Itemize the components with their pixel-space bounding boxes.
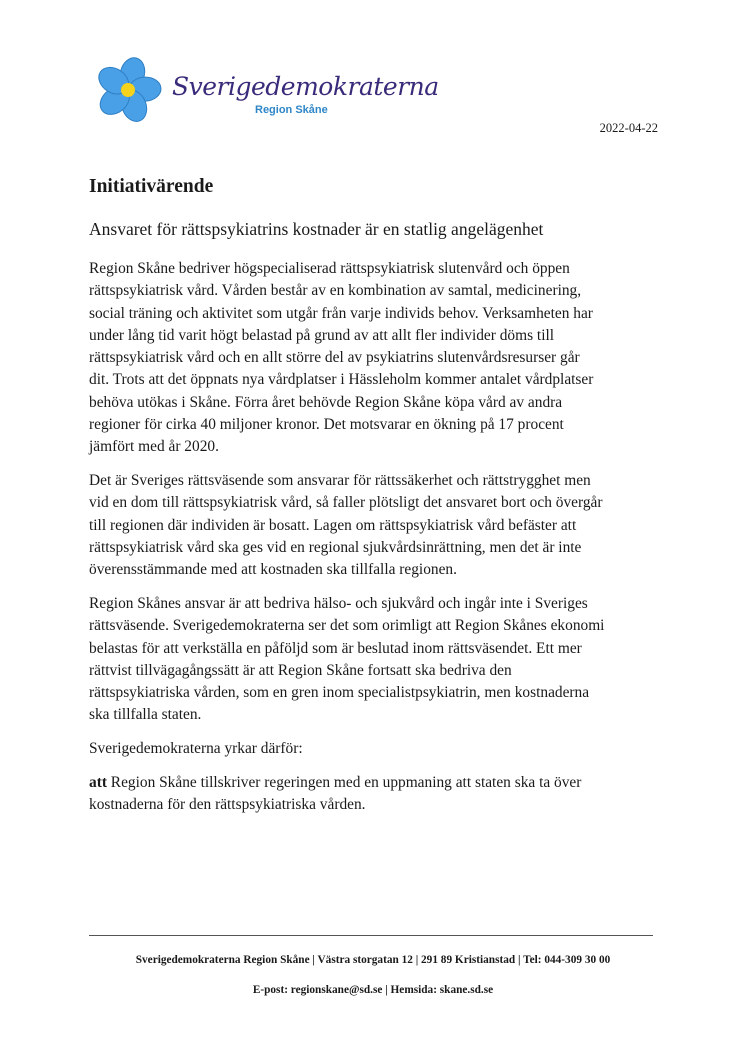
motion-paragraph xyxy=(89,772,669,817)
footer-web-line: E-post: regionskane@sd.se | Hemsida: skane.sd.se xyxy=(252,984,494,996)
paragraph-line: rättspsykiatriska vården, som en gren inom specialistpsykiatrin, men kostnaderna xyxy=(89,684,590,702)
motion-text: Region Skåne tillskriver regeringen med en uppmaning att staten ska ta över xyxy=(106,773,582,791)
paragraph-line: Region Skåne bedriver högspecialiserad rättspsykiatrisk slutenvård och öppen xyxy=(89,260,570,277)
body-paragraph xyxy=(89,470,669,581)
paragraph-line: behöva utökas i Skåne. Förra året behövde Region Skåne köpa vård av andra xyxy=(89,393,563,411)
document-date: 2022-04-22 xyxy=(599,121,658,135)
paragraph-line: regioner för cirka 40 miljoner kronor. Det motsvarar en ökning på 17 procent xyxy=(89,416,564,434)
paragraph-line: Sverigedemokraterna yrkar därför: xyxy=(89,740,303,758)
paragraph-line: Region Skånes ansvar är att bedriva hälso- och sjukvård och ingår inte i Sveriges xyxy=(89,594,588,612)
paragraph-line: rättspsykiatrisk vård. Vården består av en kombination av samtal, medicinering, xyxy=(89,282,582,300)
paragraph-line: vid en dom till rättspsykiatrisk vård, så faller plötsligt det ansvaret bort och övergår xyxy=(89,494,603,512)
logo-wordmark: Sverigedemokraterna xyxy=(172,72,439,101)
logo-subtitle: Region Skåne xyxy=(255,104,328,116)
paragraph-line: under lång tid varit högt belastad på grund av att allt fler individer döms till xyxy=(89,326,555,344)
motion-line: kostnaderna för den rättspsykiatriska vården. xyxy=(89,796,366,814)
paragraph-line: överensstämmande med att kostnaden ska tillfalla regionen. xyxy=(89,561,457,579)
paragraph-line: dit. Trots att det öppnats nya vårdplatser i Hässleholm kommer antalet vårdplatser xyxy=(89,371,594,389)
blue-anemone-flower-icon xyxy=(92,52,172,130)
paragraph-line: rättspsykiatrisk vård och en allt större del av psykiatrins slutenvårdsresurser går xyxy=(89,349,580,367)
paragraph-line: Det är Sveriges rättsväsende som ansvarar för rättssäkerhet och rättstrygghet men xyxy=(89,472,591,490)
motion-keyword: att xyxy=(89,773,107,791)
paragraph-line: rättsväsende. Sverigedemokraterna ser det som orimligt att Region Skånes ekonomi xyxy=(89,617,605,635)
body-paragraph xyxy=(89,738,669,760)
paragraph-line: rättspsykiatrisk vård ska ges vid en regional sjukvårdsinrättning, men det är inte xyxy=(89,538,582,556)
paragraph-line: jämfört med år 2020. xyxy=(89,438,219,456)
flower-center xyxy=(121,83,135,97)
footer-contact-line: Sverigedemokraterna Region Skåne | Västra storgatan 12 | 291 89 Kristianstad | Tel: 044-309 30 00 xyxy=(135,954,611,966)
body-paragraph xyxy=(89,258,669,459)
body-paragraph xyxy=(89,593,669,727)
logo xyxy=(92,52,439,130)
footer-divider xyxy=(89,935,653,936)
paragraph-line: rättvist tillvägagångssätt är att Region Skåne fortsatt ska bedriva den xyxy=(89,661,512,679)
motion-line xyxy=(89,772,669,794)
document-type-heading: Initiativärende xyxy=(89,176,214,197)
document-title: Ansvaret för rättspsykiatrins kostnader är en statlig angelägenhet xyxy=(89,219,544,239)
paragraph-line: belastas för att verkställa en påföljd som är beslutad inom rättsväsendet. Ett mer xyxy=(89,639,582,657)
paragraph-line: ska tillfalla staten. xyxy=(89,706,202,724)
paragraph-line: social träning och aktivitet som utgår från varje individs behov. Verksamheten har xyxy=(89,304,593,322)
paragraph-line: till regionen där individen är bosatt. Lagen om rättspsykiatrisk vård befäster att xyxy=(89,516,577,534)
document-body xyxy=(89,258,669,828)
